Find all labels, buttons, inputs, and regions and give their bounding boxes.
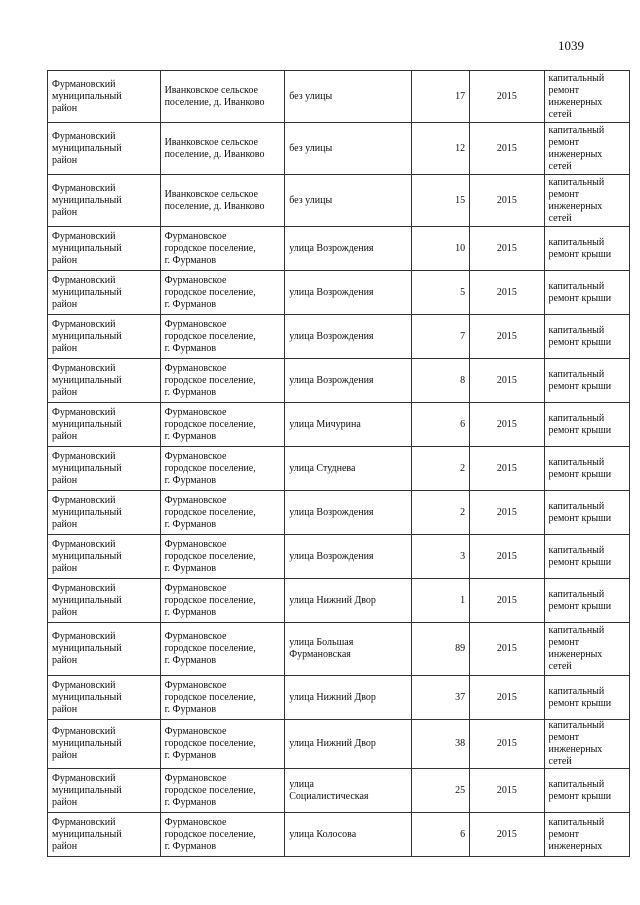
district-cell-text: Фурмановский муниципальный район	[52, 78, 122, 114]
district-cell-text: Фурмановский муниципальный район	[52, 816, 122, 852]
year-cell-text: 2015	[496, 784, 517, 796]
street-cell	[285, 769, 412, 813]
settlement-cell-text: Фурмановское городское поселение, г. Фурманов	[164, 450, 256, 486]
house-number-cell	[411, 535, 469, 579]
street-cell-text: улица Мичурина	[289, 418, 361, 430]
house-number-cell-text: 2	[460, 506, 466, 518]
district-cell-text: Фурмановский муниципальный район	[52, 450, 122, 486]
settlement-cell-text: Фурмановское городское поселение, г. Фурманов	[164, 816, 256, 852]
year-cell	[470, 447, 544, 491]
work-type-cell-text: капитальный ремонт инженерных сетей	[548, 720, 605, 767]
house-number-cell-text: 10	[455, 242, 466, 254]
district-cell-text: Фурмановский муниципальный район	[52, 274, 122, 310]
district-cell-text: Фурмановский муниципальный район	[52, 182, 122, 218]
settlement-cell	[160, 579, 285, 623]
settlement-cell	[160, 359, 285, 403]
street-cell	[285, 579, 412, 623]
street-cell-text: без улицы	[289, 142, 333, 154]
settlement-cell	[160, 535, 285, 579]
table-row	[48, 623, 630, 676]
street-cell	[285, 535, 412, 579]
district-cell	[48, 447, 161, 491]
house-number-cell	[411, 720, 469, 769]
year-cell-text: 2015	[496, 142, 517, 154]
settlement-cell-text: Фурмановское городское поселение, г. Фурманов	[164, 406, 256, 442]
year-cell-text: 2015	[496, 691, 517, 703]
year-cell-text: 2015	[496, 462, 517, 474]
work-type-cell	[544, 227, 629, 271]
work-type-cell-text: капитальный ремонт крыши	[548, 412, 612, 436]
table-row	[48, 271, 630, 315]
house-number-cell-text: 25	[455, 784, 466, 796]
work-type-cell-text: капитальный ремонт крыши	[548, 500, 612, 524]
table-row	[48, 676, 630, 720]
street-cell	[285, 813, 412, 857]
district-cell	[48, 71, 161, 123]
district-cell	[48, 175, 161, 227]
street-cell	[285, 123, 412, 175]
settlement-cell	[160, 403, 285, 447]
year-cell	[470, 71, 544, 123]
street-cell-text: улица Возрождения	[289, 374, 374, 386]
house-number-cell	[411, 447, 469, 491]
district-cell	[48, 535, 161, 579]
settlement-cell	[160, 769, 285, 813]
year-cell-text: 2015	[496, 418, 517, 430]
street-cell-text: улица Большая Фурмановская	[289, 637, 354, 660]
year-cell-text: 2015	[496, 194, 517, 206]
settlement-cell	[160, 813, 285, 857]
settlement-cell-text: Фурмановское городское поселение, г. Фурманов	[164, 274, 256, 310]
street-cell	[285, 720, 412, 769]
work-type-cell-text: капитальный ремонт инженерных сетей	[548, 625, 605, 672]
work-type-cell-text: капитальный ремонт инженерных	[548, 816, 605, 852]
district-cell	[48, 813, 161, 857]
district-cell	[48, 227, 161, 271]
work-type-cell	[544, 769, 629, 813]
work-type-cell	[544, 491, 629, 535]
house-number-cell-text: 1	[460, 594, 466, 606]
settlement-cell	[160, 123, 285, 175]
settlement-cell-text: Фурмановское городское поселение, г. Фурманов	[164, 726, 256, 761]
table-row	[48, 813, 630, 857]
work-type-cell-text: капитальный ремонт крыши	[548, 685, 612, 709]
table-row	[48, 579, 630, 623]
work-type-cell	[544, 175, 629, 227]
street-cell-text: улица Нижний Двор	[289, 738, 376, 749]
district-cell-text: Фурмановский муниципальный район	[52, 130, 122, 166]
table-row	[48, 71, 630, 123]
settlement-cell	[160, 315, 285, 359]
street-cell	[285, 315, 412, 359]
year-cell	[470, 491, 544, 535]
street-cell-text: улица Возрождения	[289, 242, 374, 254]
district-cell-text: Фурмановский муниципальный район	[52, 679, 122, 715]
work-type-cell-text: капитальный ремонт инженерных сетей	[548, 72, 605, 120]
district-cell	[48, 579, 161, 623]
work-type-cell	[544, 676, 629, 720]
year-cell-text: 2015	[496, 643, 517, 654]
table-row	[48, 359, 630, 403]
work-type-cell	[544, 71, 629, 123]
street-cell-text: без улицы	[289, 90, 333, 102]
street-cell-text: улица Возрождения	[289, 506, 374, 518]
year-cell-text: 2015	[496, 828, 517, 840]
house-number-cell-text: 2	[460, 462, 466, 474]
table-row	[48, 491, 630, 535]
district-cell-text: Фурмановский муниципальный район	[52, 772, 122, 808]
work-type-cell-text: капитальный ремонт крыши	[548, 456, 612, 480]
year-cell-text: 2015	[496, 594, 517, 606]
house-number-cell-text: 17	[455, 90, 466, 102]
work-type-cell-text: капитальный ремонт крыши	[548, 236, 612, 260]
house-number-cell-text: 12	[455, 142, 466, 154]
district-cell-text: Фурмановский муниципальный район	[52, 406, 122, 442]
table-row	[48, 403, 630, 447]
table-row	[48, 447, 630, 491]
work-type-cell	[544, 447, 629, 491]
repair-registry-table	[47, 70, 630, 857]
year-cell-text: 2015	[496, 738, 517, 749]
work-type-cell	[544, 403, 629, 447]
house-number-cell-text: 37	[455, 691, 466, 703]
table-row	[48, 720, 630, 769]
work-type-cell	[544, 535, 629, 579]
district-cell	[48, 720, 161, 769]
year-cell	[470, 535, 544, 579]
settlement-cell-text: Иванковское сельское поселение, д. Иванково	[164, 84, 265, 108]
year-cell-text: 2015	[496, 330, 517, 342]
table-row	[48, 123, 630, 175]
street-cell-text: улица Возрождения	[289, 286, 374, 298]
district-cell-text: Фурмановский муниципальный район	[52, 631, 122, 666]
street-cell	[285, 175, 412, 227]
settlement-cell	[160, 271, 285, 315]
work-type-cell-text: капитальный ремонт крыши	[548, 324, 612, 348]
table-row	[48, 175, 630, 227]
house-number-cell-text: 38	[455, 738, 466, 749]
settlement-cell-text: Фурмановское городское поселение, г. Фурманов	[164, 318, 256, 354]
table-row	[48, 535, 630, 579]
year-cell	[470, 271, 544, 315]
house-number-cell	[411, 175, 469, 227]
house-number-cell-text: 6	[460, 828, 466, 840]
settlement-cell-text: Иванковское сельское поселение, д. Иванково	[164, 136, 265, 160]
house-number-cell	[411, 359, 469, 403]
house-number-cell	[411, 676, 469, 720]
house-number-cell	[411, 491, 469, 535]
street-cell-text: улица Социалистическая	[289, 778, 369, 802]
street-cell	[285, 271, 412, 315]
settlement-cell-text: Иванковское сельское поселение, д. Иванково	[164, 188, 265, 212]
year-cell	[470, 403, 544, 447]
district-cell	[48, 403, 161, 447]
settlement-cell-text: Фурмановское городское поселение, г. Фурманов	[164, 362, 256, 398]
street-cell-text: улица Колосова	[289, 828, 357, 840]
house-number-cell	[411, 315, 469, 359]
house-number-cell-text: 8	[460, 374, 466, 386]
work-type-cell	[544, 271, 629, 315]
work-type-cell	[544, 359, 629, 403]
house-number-cell	[411, 623, 469, 676]
year-cell	[470, 720, 544, 769]
district-cell	[48, 315, 161, 359]
street-cell-text: улица Нижний Двор	[289, 691, 376, 703]
settlement-cell	[160, 71, 285, 123]
district-cell-text: Фурмановский муниципальный район	[52, 494, 122, 530]
table-row	[48, 315, 630, 359]
settlement-cell-text: Фурмановское городское поселение, г. Фурманов	[164, 679, 256, 715]
house-number-cell	[411, 403, 469, 447]
district-cell-text: Фурмановский муниципальный район	[52, 582, 122, 618]
year-cell	[470, 623, 544, 676]
house-number-cell-text: 7	[460, 330, 466, 342]
year-cell-text: 2015	[496, 374, 517, 386]
year-cell	[470, 227, 544, 271]
settlement-cell	[160, 720, 285, 769]
work-type-cell	[544, 315, 629, 359]
settlement-cell	[160, 175, 285, 227]
street-cell-text: улица Возрождения	[289, 550, 374, 562]
table-body	[48, 71, 630, 857]
work-type-cell	[544, 623, 629, 676]
settlement-cell	[160, 676, 285, 720]
year-cell-text: 2015	[496, 242, 517, 254]
house-number-cell-text: 15	[455, 194, 466, 206]
district-cell-text: Фурмановский муниципальный район	[52, 362, 122, 398]
district-cell-text: Фурмановский муниципальный район	[52, 726, 122, 761]
street-cell	[285, 71, 412, 123]
settlement-cell-text: Фурмановское городское поселение, г. Фурманов	[164, 494, 256, 530]
street-cell-text: улица Нижний Двор	[289, 594, 376, 606]
year-cell	[470, 676, 544, 720]
district-cell	[48, 271, 161, 315]
district-cell	[48, 123, 161, 175]
street-cell-text: улица Студнева	[289, 462, 356, 474]
house-number-cell	[411, 123, 469, 175]
table-row	[48, 227, 630, 271]
work-type-cell	[544, 720, 629, 769]
street-cell	[285, 447, 412, 491]
work-type-cell-text: капитальный ремонт крыши	[548, 544, 612, 568]
house-number-cell-text: 89	[455, 643, 466, 654]
work-type-cell	[544, 123, 629, 175]
house-number-cell	[411, 71, 469, 123]
year-cell	[470, 359, 544, 403]
street-cell	[285, 623, 412, 676]
work-type-cell-text: капитальный ремонт крыши	[548, 368, 612, 392]
year-cell-text: 2015	[496, 550, 517, 562]
street-cell-text: улица Возрождения	[289, 330, 374, 342]
settlement-cell-text: Фурмановское городское поселение, г. Фурманов	[164, 582, 256, 618]
year-cell	[470, 769, 544, 813]
work-type-cell-text: капитальный ремонт крыши	[548, 280, 612, 304]
year-cell-text: 2015	[496, 286, 517, 298]
work-type-cell-text: капитальный ремонт инженерных сетей	[548, 124, 605, 172]
house-number-cell-text: 5	[460, 286, 466, 298]
house-number-cell	[411, 227, 469, 271]
work-type-cell-text: капитальный ремонт инженерных сетей	[548, 176, 605, 224]
work-type-cell-text: капитальный ремонт крыши	[548, 778, 612, 802]
year-cell	[470, 813, 544, 857]
page-number: 1039	[558, 38, 584, 53]
year-cell-text: 2015	[496, 90, 517, 102]
district-cell-text: Фурмановский муниципальный район	[52, 318, 122, 354]
house-number-cell	[411, 271, 469, 315]
district-cell	[48, 359, 161, 403]
house-number-cell-text: 3	[460, 550, 466, 562]
house-number-cell	[411, 579, 469, 623]
settlement-cell	[160, 491, 285, 535]
district-cell	[48, 491, 161, 535]
district-cell	[48, 676, 161, 720]
house-number-cell	[411, 813, 469, 857]
work-type-cell-text: капитальный ремонт крыши	[548, 588, 612, 612]
year-cell	[470, 123, 544, 175]
work-type-cell	[544, 813, 629, 857]
settlement-cell	[160, 227, 285, 271]
street-cell	[285, 227, 412, 271]
street-cell	[285, 676, 412, 720]
settlement-cell-text: Фурмановское городское поселение, г. Фурманов	[164, 538, 256, 574]
district-cell	[48, 769, 161, 813]
street-cell	[285, 491, 412, 535]
street-cell-text: без улицы	[289, 194, 333, 206]
settlement-cell	[160, 623, 285, 676]
year-cell	[470, 579, 544, 623]
street-cell	[285, 403, 412, 447]
year-cell	[470, 315, 544, 359]
district-cell-text: Фурмановский муниципальный район	[52, 230, 122, 266]
settlement-cell-text: Фурмановское городское поселение, г. Фурманов	[164, 230, 256, 266]
settlement-cell	[160, 447, 285, 491]
year-cell-text: 2015	[496, 506, 517, 518]
district-cell-text: Фурмановский муниципальный район	[52, 538, 122, 574]
settlement-cell-text: Фурмановское городское поселение, г. Фурманов	[164, 631, 256, 666]
settlement-cell-text: Фурмановское городское поселение, г. Фурманов	[164, 772, 256, 808]
street-cell	[285, 359, 412, 403]
house-number-cell	[411, 769, 469, 813]
house-number-cell-text: 6	[460, 418, 466, 430]
table-row	[48, 769, 630, 813]
year-cell	[470, 175, 544, 227]
work-type-cell	[544, 579, 629, 623]
district-cell	[48, 623, 161, 676]
